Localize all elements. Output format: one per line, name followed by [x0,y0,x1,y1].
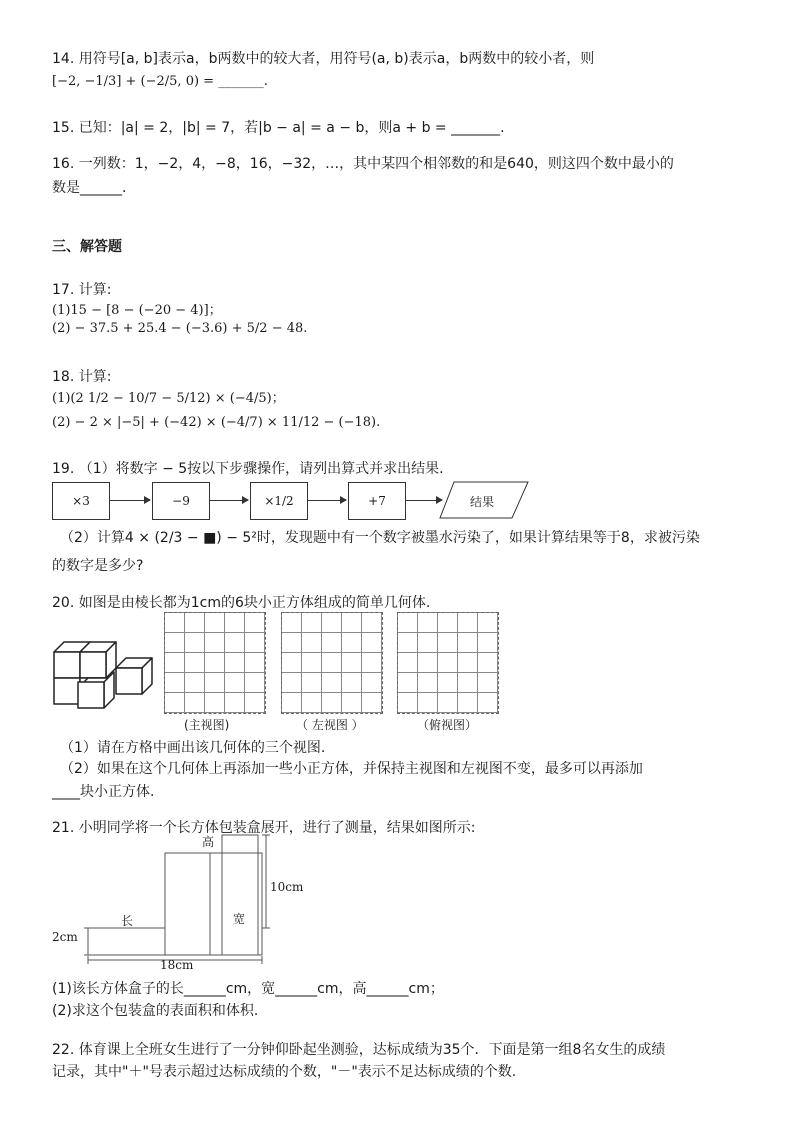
main-view-label: (主视图) [184,718,230,732]
dim-right: 10cm [270,880,304,894]
box-net-diagram [50,834,330,976]
q17-part2: (2) − 37.5 + 25.4 − (−3.6) + 5/2 − 48. [52,321,308,336]
net-label-width: 宽 [233,912,246,926]
q19-part2-line1: （2）计算4 × (2/3 − ■) − 5²时，发现题中有一个数字被墨水污染了，如果计算结果等于8，求被污染 [60,530,700,546]
q18-part2: (2) − 2 × |−5| + (−42) × (−4/7) × 11/12 − (−18). [52,415,381,430]
flow-result-label: 结果 [469,495,494,509]
main-view-grid[interactable] [164,612,266,714]
flow-step-1: ×3 [52,482,110,520]
q17-title: 17. 计算: [52,282,112,298]
q18-part1: (1)(2 1/2 − 10/7 − 5/12) × (−4/5)； [52,391,285,406]
q15-text: 15. 已知：|a| = 2，|b| = 7，若|b − a| = a − b，则a + b = _______. [52,120,505,136]
q21-title: 21. 小明同学将一个长方体包装盒展开，进行了测量，结果如图所示: [52,820,476,836]
top-view-grid[interactable] [397,612,499,714]
q22-line1: 22. 体育课上全班女生进行了一分钟仰卧起坐测验，达标成绩为35个．下面是第一组8名女生的成绩 [52,1042,666,1058]
q19-part2-line2: 的数字是多少? [52,558,144,574]
q16-line1: 16. 一列数：1，−2，4，−8，16，−32，…，其中某四个相邻数的和是640，则这四个数中最小的 [52,156,674,172]
dim-bottom: 18cm [160,958,194,972]
flow-arrow-3 [308,500,346,501]
net-label-height: 高 [202,835,215,849]
q17-part1: (1)15 − [8 − (−20 − 4)]； [52,303,222,318]
flow-arrow-2 [210,500,248,501]
q19-title: 19. （1）将数字 − 5按以下步骤操作，请列出算式并求出结果. [52,461,444,477]
section-title: 三、解答题 [52,239,122,255]
q21-part1: (1)该长方体盒子的长______cm，宽______cm，高______cm； [52,981,444,997]
top-view-label: （俯视图） [417,718,478,732]
q16-line2: 数是______. [52,180,127,196]
net-label-length: 长 [121,914,134,928]
left-view-label: （ 左视图 ） [296,718,364,732]
q20-part2-line2: ____块小正方体. [52,784,155,800]
cube-solid-figure [50,630,160,710]
left-view-grid[interactable] [281,612,383,714]
q21-part2: (2)求这个包装盒的表面积和体积. [52,1003,259,1019]
flow-arrow-4 [406,500,442,501]
flow-step-2: −9 [152,482,210,520]
q20-title: 20. 如图是由棱长都为1cm的6块小正方体组成的简单几何体. [52,595,431,611]
q18-title: 18. 计算: [52,369,112,385]
q14-line2: [−2, −1/3] + (−2/5, 0) = _______. [52,74,268,89]
q22-line2: 记录，其中"＋"号表示超过达标成绩的个数，"－"表示不足达标成绩的个数. [52,1064,517,1080]
flow-arrow-1 [110,500,150,501]
flow-step-3: ×1/2 [250,482,308,520]
flow-step-4: +7 [348,482,406,520]
q20-part2-line1: （2）如果在这个几何体上再添加一些小正方体，并保持主视图和左视图不变，最多可以再添加 [60,761,643,777]
q14-line1: 14. 用符号[a, b]表示a，b两数中的较大者，用符号(a, b)表示a，b两数中的较小者，则 [52,51,595,67]
dim-left: 2cm [52,930,78,944]
q20-part1: （1）请在方格中画出该几何体的三个视图. [60,740,326,756]
